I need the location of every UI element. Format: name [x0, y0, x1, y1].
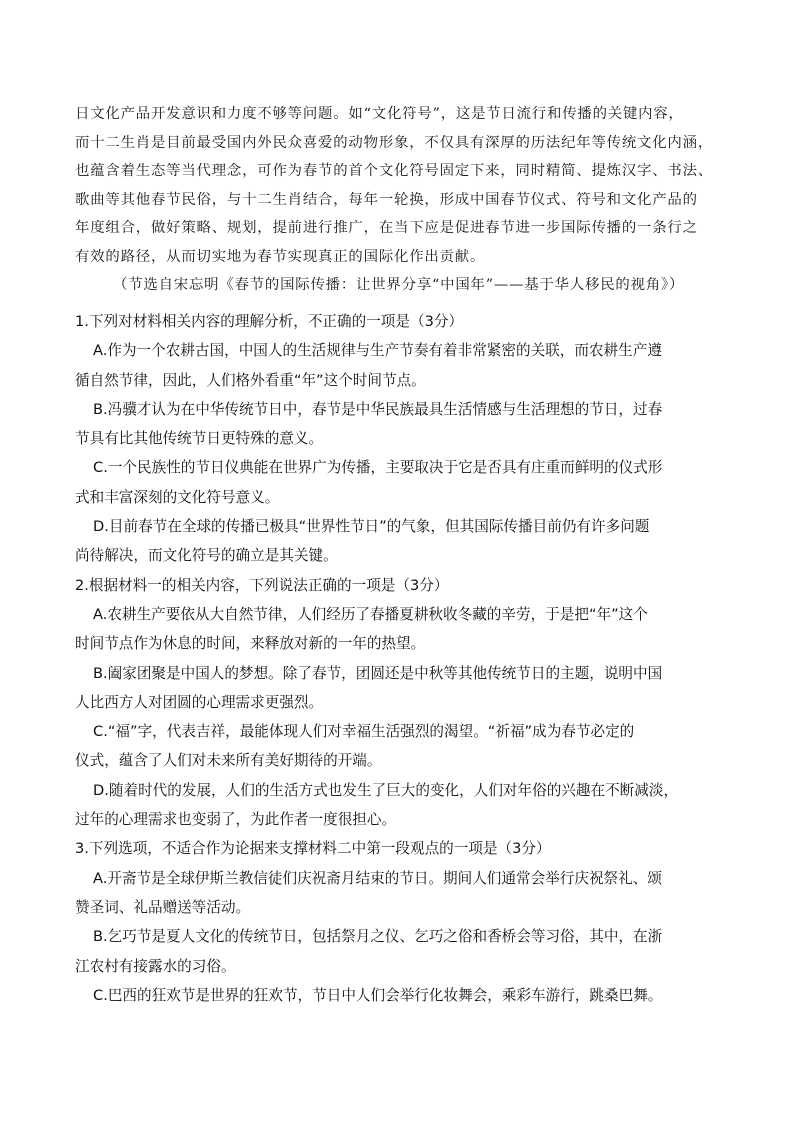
- question-2-option-b: B.阖家团聚是中国人的梦想。除了春节，团圆还是中秋等其他传统节日的主题，说明中国: [93, 664, 663, 682]
- question-3-option-b-cont: 江农村有接露水的习俗。: [75, 957, 236, 975]
- question-2-option-d-cont: 过年的心理需求也变弱了，为此作者一度很担心。: [75, 811, 397, 829]
- passage-line: 也蕴含着生态等当代理念，可作为春节的首个文化符号固定下来，同时精简、提炼汉字、书法、: [75, 163, 714, 179]
- question-list: [75, 307, 735, 1010]
- question-2-option-d: D.随着时代的发展，人们的生活方式也发生了巨大的变化，人们对年俗的兴趣在不断减淡，: [93, 781, 679, 799]
- passage-line: 而十二生肖是目前最受国内外民众喜爱的动物形象，不仅具有深厚的历法纪年等传统文化内涵，: [75, 134, 714, 151]
- passage-line: 日文化产品开发意识和力度不够等问题。如“文化符号”，这是节日流行和传播的关键内容，: [75, 106, 684, 122]
- question-1-option-a: A.作为一个农耕古国，中国人的生活规律与生产节奏有着非常紧密的关联，而农耕生产遵: [93, 342, 662, 360]
- question-3-option-a: A.开斋节是全球伊斯兰教信徒们庆祝斋月结束的节日。期间人们通常会举行庆祝祭礼、颂: [93, 869, 662, 887]
- question-1-option-b-cont: 节具有比其他传统节日更特殊的意义。: [75, 430, 324, 448]
- question-3-option-b: B.乞巧节是夏人文化的传统节日，包括祭月之仪、乞巧之俗和香桥会等习俗，其中，在浙: [93, 928, 663, 946]
- question-2-option-c-cont: 仪式，蕴含了人们对未来所有美好期待的开端。: [75, 752, 382, 770]
- question-2-stem: 2.根据材料一的相关内容，下列说法正确的一项是（3分）: [75, 576, 449, 594]
- passage-line: 年度组合，做好策略、规划，提前进行推广，在当下应是促进春节进一步国际传播的一条行之: [75, 220, 698, 236]
- question-1-option-c-cont: 式和丰富深刻的文化符号意义。: [75, 488, 280, 506]
- passage-line: 歌曲等其他春节民俗，与十二生肖结合，每年一轮换，形成中国春节仪式、符号和文化产品的: [75, 191, 698, 208]
- passage-line: 有效的路径，从而切实地为春节实现真正的国际化作出贡献。: [75, 248, 486, 265]
- reading-passage: [75, 100, 725, 300]
- question-1-option-d: D.目前春节在全球的传播已极具“世界性节日”的气象，但其国际传播目前仍有许多问题: [93, 518, 650, 536]
- question-1-option-b: B.冯骥才认为在中华传统节日中，春节是中华民族最具生活情感与生活理想的节日，过春: [93, 400, 663, 418]
- question-1-stem: 1.下列对材料相关内容的理解分析，不正确的一项是（3分）: [75, 313, 464, 330]
- question-2-option-a-cont: 时间节点作为休息的时间，来释放对新的一年的热望。: [75, 635, 426, 653]
- question-3-option-a-cont: 赞圣词、礼品赠送等活动。: [75, 898, 251, 916]
- question-2-option-c: C.“福”字，代表吉祥，最能体现人们对幸福生活强烈的渴望。“祈福”成为春节必定的: [93, 723, 635, 741]
- question-1-option-a-cont: 循自然节律，因此，人们格外看重“年”这个时间节点。: [75, 371, 426, 389]
- question-2-option-a: A.农耕生产要依从大自然节律，人们经历了春播夏耕秋收冬藏的辛劳，于是把“年”这个: [93, 605, 648, 623]
- question-1-option-c: C.一个民族性的节日仪典能在世界广为传播，主要取决于它是否具有庄重而鲜明的仪式形: [93, 459, 663, 477]
- question-3-option-c: C.巴西的狂欢节是世界的狂欢节，节日中人们会举行化妆舞会，乘彩车游行，跳桑巴舞。: [93, 986, 663, 1004]
- question-1-option-d-cont: 尚待解决，而文化符号的确立是其关键。: [75, 547, 338, 565]
- passage-source: （节选自宋忘明《春节的国际传播：让世界分享“中国年”——基于华人移民的视角》）: [113, 277, 685, 293]
- question-2-option-b-cont: 人比西方人对团圆的心理需求更强烈。: [75, 693, 324, 711]
- question-3-stem: 3.下列选项，不适合作为论据来支撑材料二中第一段观点的一项是（3分）: [75, 840, 551, 858]
